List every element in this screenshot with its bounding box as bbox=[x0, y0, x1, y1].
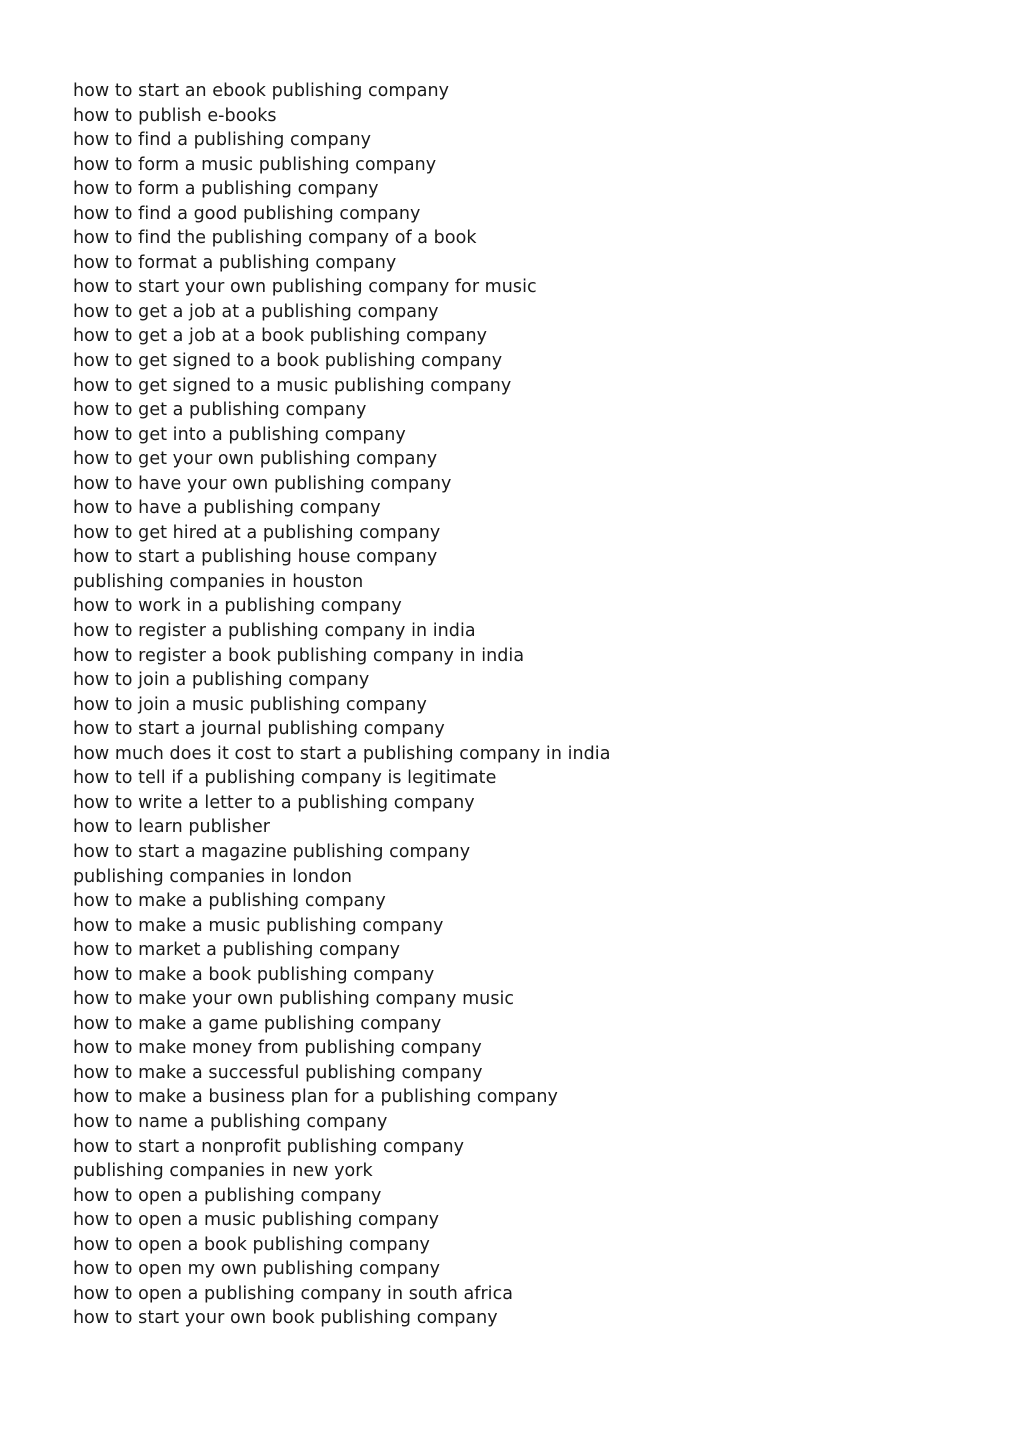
list-item: how much does it cost to start a publishing company in india bbox=[73, 743, 611, 764]
list-item: how to make a book publishing company bbox=[73, 964, 435, 985]
list-item: how to tell if a publishing company is legitimate bbox=[73, 768, 497, 789]
list-item: publishing companies in new york bbox=[73, 1161, 373, 1182]
list-item: how to start a magazine publishing company bbox=[73, 841, 471, 862]
list-item: how to register a book publishing company in india bbox=[73, 645, 525, 666]
list-item: how to write a letter to a publishing company bbox=[73, 792, 475, 813]
list-item: how to make money from publishing company bbox=[73, 1038, 482, 1059]
list-item: how to get your own publishing company bbox=[73, 449, 438, 470]
list-item: how to make a business plan for a publishing company bbox=[73, 1087, 558, 1108]
list-item: how to find the publishing company of a book bbox=[73, 228, 477, 249]
list-item: how to join a publishing company bbox=[73, 670, 370, 691]
list-item: how to format a publishing company bbox=[73, 252, 397, 273]
list-item: how to register a publishing company in india bbox=[73, 621, 476, 642]
list-item: how to open a book publishing company bbox=[73, 1234, 430, 1255]
list-item: how to start your own book publishing company bbox=[73, 1308, 498, 1329]
list-item: how to name a publishing company bbox=[73, 1111, 388, 1132]
list-item: how to have your own publishing company bbox=[73, 473, 452, 494]
list-item: how to open my own publishing company bbox=[73, 1259, 441, 1280]
list-item: how to open a publishing company bbox=[73, 1185, 382, 1206]
list-item: how to start an ebook publishing company bbox=[73, 81, 450, 101]
list-item: how to make your own publishing company music bbox=[73, 989, 515, 1010]
list-item: how to start a journal publishing company bbox=[73, 719, 445, 740]
list-item: how to get a job at a publishing company bbox=[73, 301, 439, 322]
list-item: how to join a music publishing company bbox=[73, 694, 427, 715]
list-item: how to start a publishing house company bbox=[73, 547, 438, 568]
list-item: how to have a publishing company bbox=[73, 498, 381, 519]
list-item: how to form a music publishing company bbox=[73, 154, 437, 175]
list-item: publishing companies in london bbox=[73, 866, 353, 887]
list-item: how to market a publishing company bbox=[73, 940, 400, 961]
list-item: how to open a music publishing company bbox=[73, 1210, 440, 1231]
list-item: how to make a publishing company bbox=[73, 891, 386, 912]
list-item: how to find a publishing company bbox=[73, 130, 371, 151]
list-item: how to make a music publishing company bbox=[73, 915, 444, 936]
list-item: how to open a publishing company in south africa bbox=[73, 1283, 514, 1304]
keyword-list bbox=[73, 79, 611, 1331]
list-item: how to get a job at a book publishing company bbox=[73, 326, 488, 347]
list-item: how to find a good publishing company bbox=[73, 203, 421, 224]
list-item: how to start a nonprofit publishing company bbox=[73, 1136, 465, 1157]
list-item: how to get signed to a book publishing company bbox=[73, 351, 503, 372]
list-item: how to get a publishing company bbox=[73, 400, 367, 421]
list-item: publishing companies in houston bbox=[73, 571, 364, 592]
list-item: how to get into a publishing company bbox=[73, 424, 406, 445]
list-item: how to get signed to a music publishing company bbox=[73, 375, 512, 396]
list-item: how to form a publishing company bbox=[73, 179, 379, 200]
list-item: how to publish e-books bbox=[73, 105, 277, 126]
list-item: how to get hired at a publishing company bbox=[73, 522, 441, 543]
list-item: how to make a successful publishing company bbox=[73, 1062, 483, 1083]
list-item: how to make a game publishing company bbox=[73, 1013, 442, 1034]
list-item: how to work in a publishing company bbox=[73, 596, 402, 617]
list-item: how to start your own publishing company for music bbox=[73, 277, 537, 298]
list-item: how to learn publisher bbox=[73, 817, 271, 838]
